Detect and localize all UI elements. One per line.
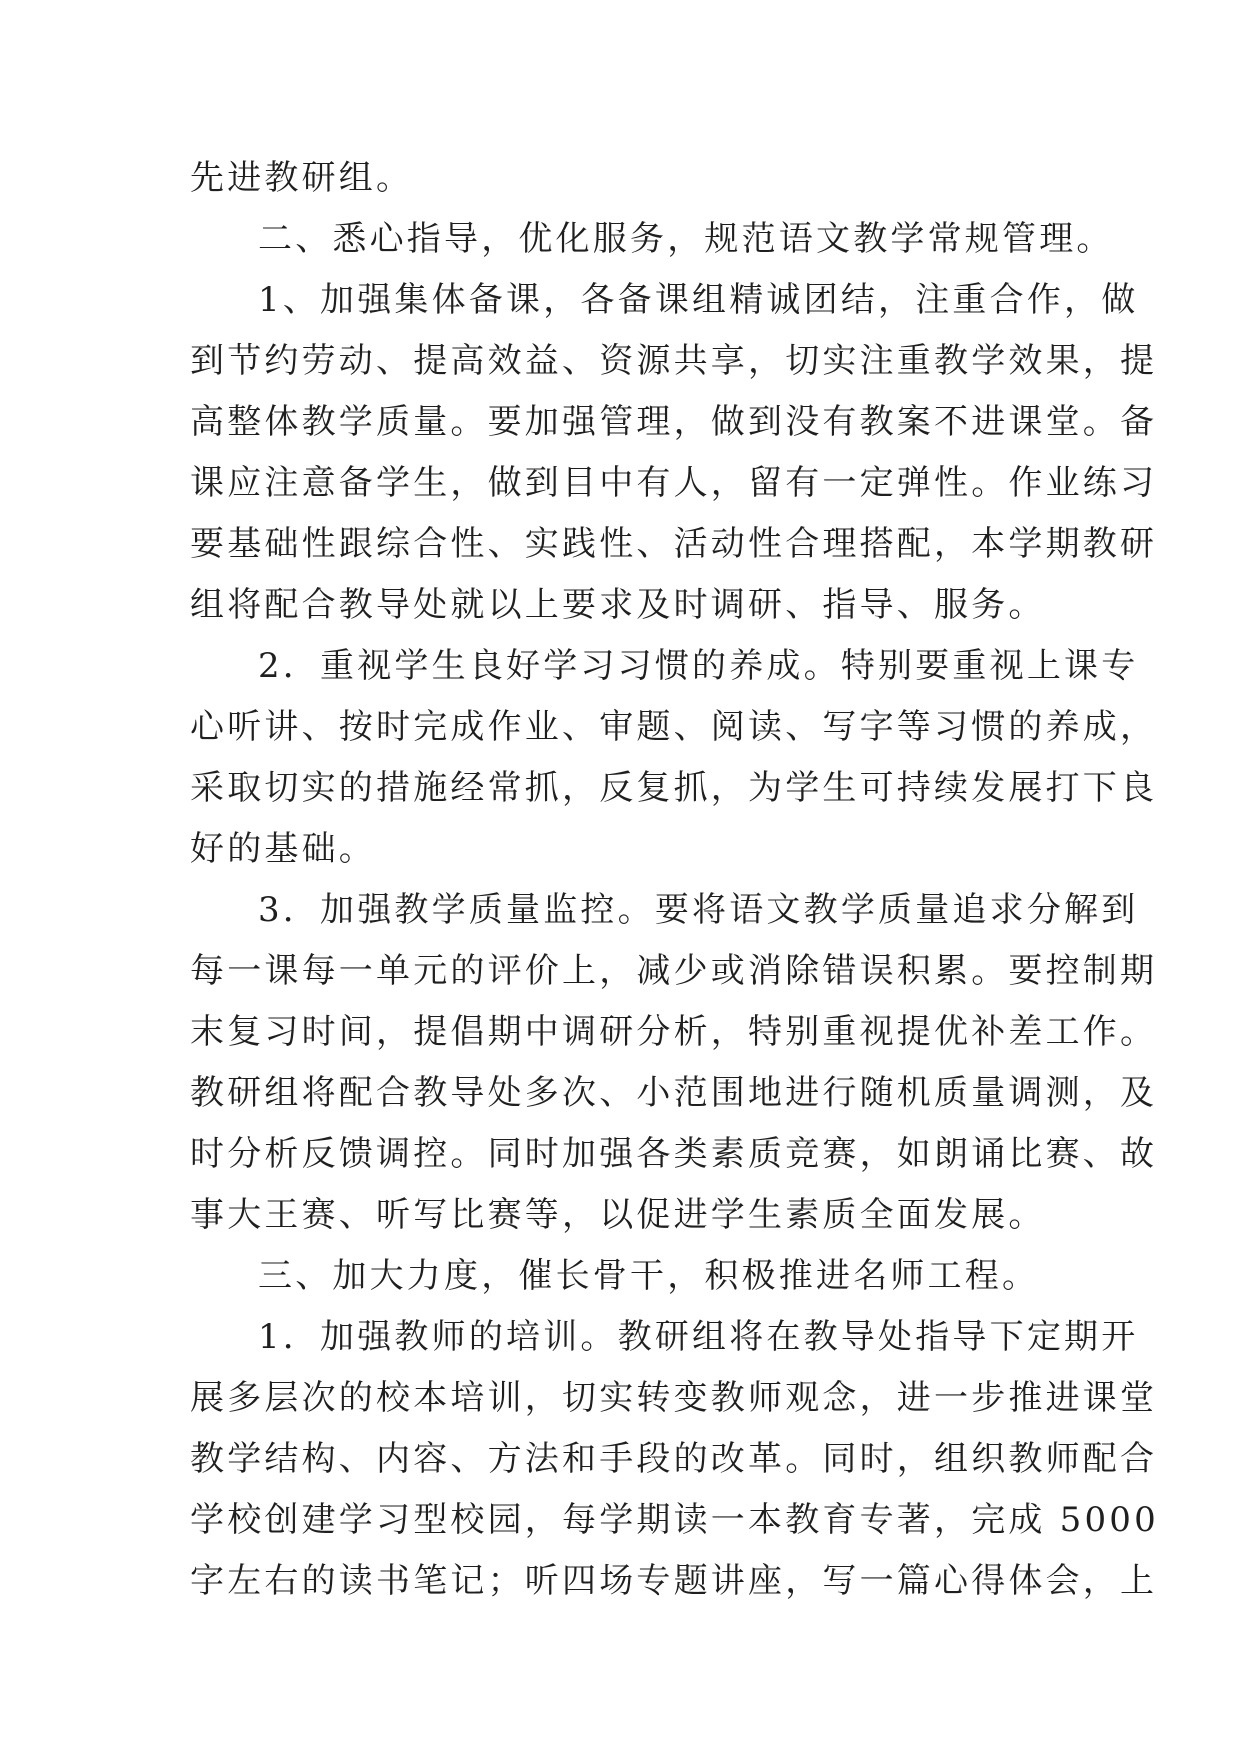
paragraph-start: 1、加强集体备课，各备课组精诚团结，注重合作，做	[258, 280, 1139, 320]
text-line: 组将配合教导处就以上要求及时调研、指导、服务。	[190, 585, 1046, 625]
text-line: 先进教研组。	[190, 158, 414, 198]
text-line: 教学结构、内容、方法和手段的改革。同时，组织教师配合	[190, 1439, 1158, 1479]
text-line: 时分析反馈调控。同时加强各类素质竞赛，如朗诵比赛、故	[190, 1134, 1158, 1174]
text-line: 每一课每一单元的评价上，减少或消除错误积累。要控制期	[190, 951, 1158, 991]
text-line: 末复习时间，提倡期中调研分析，特别重视提优补差工作。	[190, 1012, 1158, 1052]
text-line: 课应注意备学生，做到目中有人，留有一定弹性。作业练习	[190, 463, 1158, 503]
paragraph-start: 3．加强教学质量监控。要将语文教学质量追求分解到	[258, 890, 1139, 930]
section-heading-3: 三、加大力度，催长骨干，积极推进名师工程。	[258, 1256, 1040, 1296]
text-line: 事大王赛、听写比赛等，以促进学生素质全面发展。	[190, 1195, 1046, 1235]
text-line: 高整体教学质量。要加强管理，做到没有教案不进课堂。备	[190, 402, 1158, 442]
text-line: 好的基础。	[190, 829, 376, 869]
paragraph-start: 1．加强教师的培训。教研组将在教导处指导下定期开	[258, 1317, 1139, 1357]
text-line: 到节约劳动、提高效益、资源共享，切实注重教学效果，提	[190, 341, 1158, 381]
text-line: 心听讲、按时完成作业、审题、阅读、写字等习惯的养成，	[190, 707, 1158, 747]
body-text	[190, 148, 1159, 1612]
paragraph-start: 2．重视学生良好学习习惯的养成。特别要重视上课专	[258, 646, 1139, 686]
section-heading-2: 二、悉心指导，优化服务，规范语文教学常规管理。	[258, 219, 1114, 259]
text-line: 学校创建学习型校园，每学期读一本教育专著，完成 5000	[190, 1500, 1159, 1540]
text-line: 要基础性跟综合性、实践性、活动性合理搭配，本学期教研	[190, 524, 1158, 564]
text-line: 采取切实的措施经常抓，反复抓，为学生可持续发展打下良	[190, 768, 1158, 808]
text-line: 教研组将配合教导处多次、小范围地进行随机质量调测，及	[190, 1073, 1158, 1113]
text-line: 字左右的读书笔记；听四场专题讲座，写一篇心得体会，上	[190, 1561, 1158, 1601]
text-line: 展多层次的校本培训，切实转变教师观念，进一步推进课堂	[190, 1378, 1158, 1418]
